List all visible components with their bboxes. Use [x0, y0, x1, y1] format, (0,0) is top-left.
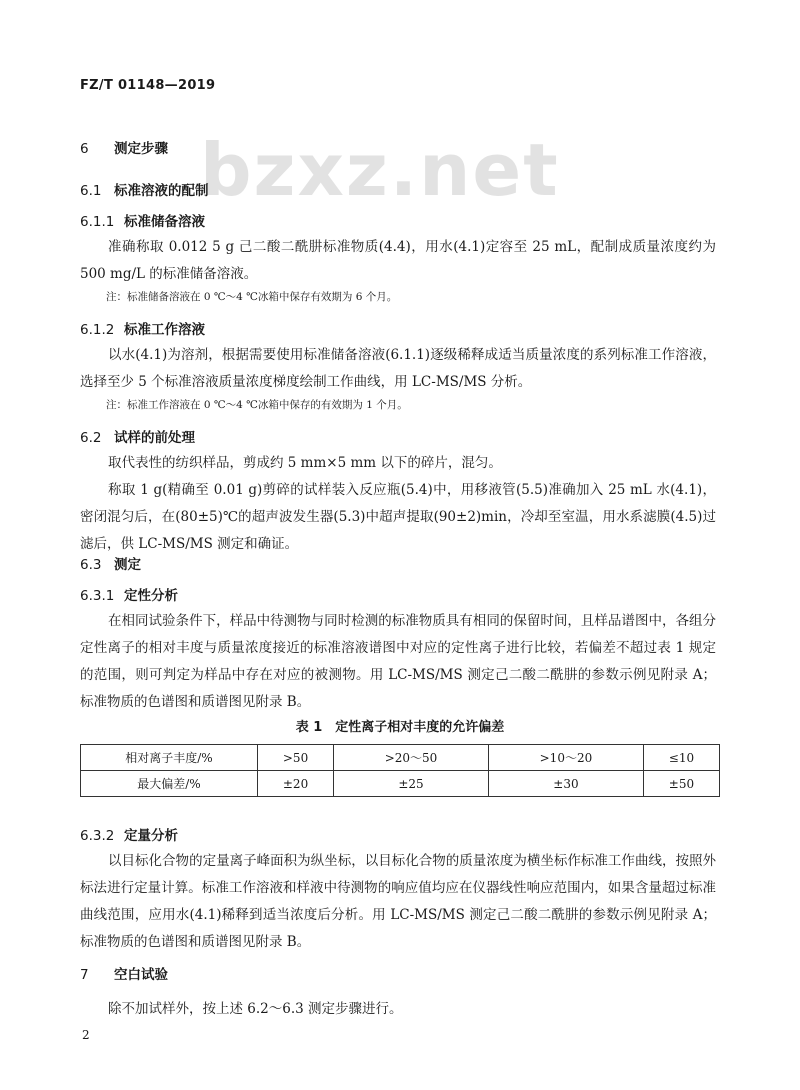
paragraph-7: 除不加试样外，按上述 6.2～6.3 测定步骤进行。: [108, 1001, 403, 1017]
watermark: bzxz.net: [200, 128, 560, 212]
heading-title: 标准储备溶液: [124, 214, 205, 230]
deviation-table: [80, 744, 720, 797]
heading-title: 标准工作溶液: [124, 322, 205, 338]
heading-6-3: [80, 553, 141, 573]
table-cell: >20～50: [334, 745, 489, 771]
heading-title: 测定: [114, 557, 141, 573]
heading-6-2: [80, 426, 195, 446]
heading-title: 试样的前处理: [114, 430, 195, 446]
heading-number: 6.1: [80, 183, 102, 199]
heading-title: 定量分析: [124, 828, 178, 844]
paragraph-6-3-1: 在相同试验条件下，样品中待测物与同时检测的标准物质具有相同的保留时间，且样品谱图中，各组分定性离子的相对丰度与质量浓度接近的标准溶液谱图中对应的定性离子进行比较，若偏差不超过表 1 规定的范围，则可判定为样品中存在对应的被测物。用 LC-MS/MS 测定己二酸二酰肼的参数示例见附录 A；标准物质的色谱图和质谱图见附录 B。: [80, 613, 716, 710]
heading-6-3-2: [80, 824, 178, 844]
page-number: 2: [82, 1028, 90, 1042]
heading-7: [80, 963, 168, 983]
paragraph-6-1-2: 以水(4.1)为溶剂，根据需要使用标准储备溶液(6.1.1)逐级稀释成适当质量浓度的系列标准工作溶液，选择至少 5 个标准溶液质量浓度梯度绘制工作曲线，用 LC-MS/MS 分析。: [80, 347, 716, 390]
heading-title: 空白试验: [114, 967, 168, 983]
paragraph-6-1-1: 准确称取 0.012 5 g 己二酸二酰肼标准物质(4.4)，用水(4.1)定容至 25 mL，配制成质量浓度约为 500 mg/L 的标准储备溶液。: [80, 239, 716, 282]
note-6-1-2: 注：标准工作溶液在 0 ℃～4 ℃冰箱中保存的有效期为 1 个月。: [106, 399, 408, 411]
row-label: 相对离子丰度/%: [81, 745, 258, 771]
table-cell: ±20: [258, 771, 334, 797]
paragraph-6-2-a: 取代表性的纺织样品，剪成约 5 mm×5 mm 以下的碎片，混匀。: [108, 455, 502, 471]
heading-number: 6.2: [80, 430, 102, 446]
table-cell: ±25: [334, 771, 489, 797]
note-6-1-1: 注：标准储备溶液在 0 ℃～4 ℃冰箱中保存有效期为 6 个月。: [106, 291, 398, 303]
heading-6-1-2: [80, 318, 205, 338]
heading-6: [80, 137, 168, 157]
table-cell: ≤10: [643, 745, 719, 771]
heading-title: 测定步骤: [114, 141, 168, 157]
heading-number: 6.3.2: [80, 828, 115, 844]
heading-title: 定性分析: [124, 588, 178, 604]
heading-number: 6.1.2: [80, 322, 115, 338]
heading-6-3-1: [80, 584, 178, 604]
heading-number: 6.1.1: [80, 214, 115, 230]
table-row: [81, 771, 720, 797]
heading-number: 6: [80, 141, 89, 157]
heading-6-1: [80, 179, 209, 199]
heading-number: 6.3: [80, 557, 102, 573]
paragraph-6-3-2: 以目标化合物的定量离子峰面积为纵坐标，以目标化合物的质量浓度为横坐标作标准工作曲线，按照外标法进行定量计算。标准工作溶液和样液中待测物的响应值均应在仪器线性响应范围内，如果含量超过标准曲线范围，应用水(4.1)稀释到适当浓度后分析。用 LC-MS/MS 测定己二酸二酰肼的参数示例见附录 A；标准物质的色谱图和质谱图见附录 B。: [80, 853, 716, 950]
heading-6-1-1: [80, 210, 205, 230]
heading-number: 6.3.1: [80, 588, 115, 604]
table-cell: >50: [258, 745, 334, 771]
table-cell: ±30: [488, 771, 643, 797]
table-cell: >10～20: [488, 745, 643, 771]
heading-number: 7: [80, 967, 89, 983]
row-label: 最大偏差/%: [81, 771, 258, 797]
table-cell: ±50: [643, 771, 719, 797]
paragraph-6-2-b: 称取 1 g(精确至 0.01 g)剪碎的试样装入反应瓶(5.4)中，用移液管(5.5)准确加入 25 mL 水(4.1)，密闭混匀后，在(80±5)℃的超声波发生器(5.3)中超声提取(90±2)min，冷却至室温，用水系滤膜(4.5)过滤后，供 LC-MS/MS 测定和确证。: [80, 482, 716, 552]
heading-title: 标准溶液的配制: [114, 183, 209, 199]
standard-code: FZ/T 01148—2019: [80, 78, 216, 93]
table-caption: 表 1 定性离子相对丰度的允许偏差: [295, 720, 505, 735]
table-row: [81, 745, 720, 771]
